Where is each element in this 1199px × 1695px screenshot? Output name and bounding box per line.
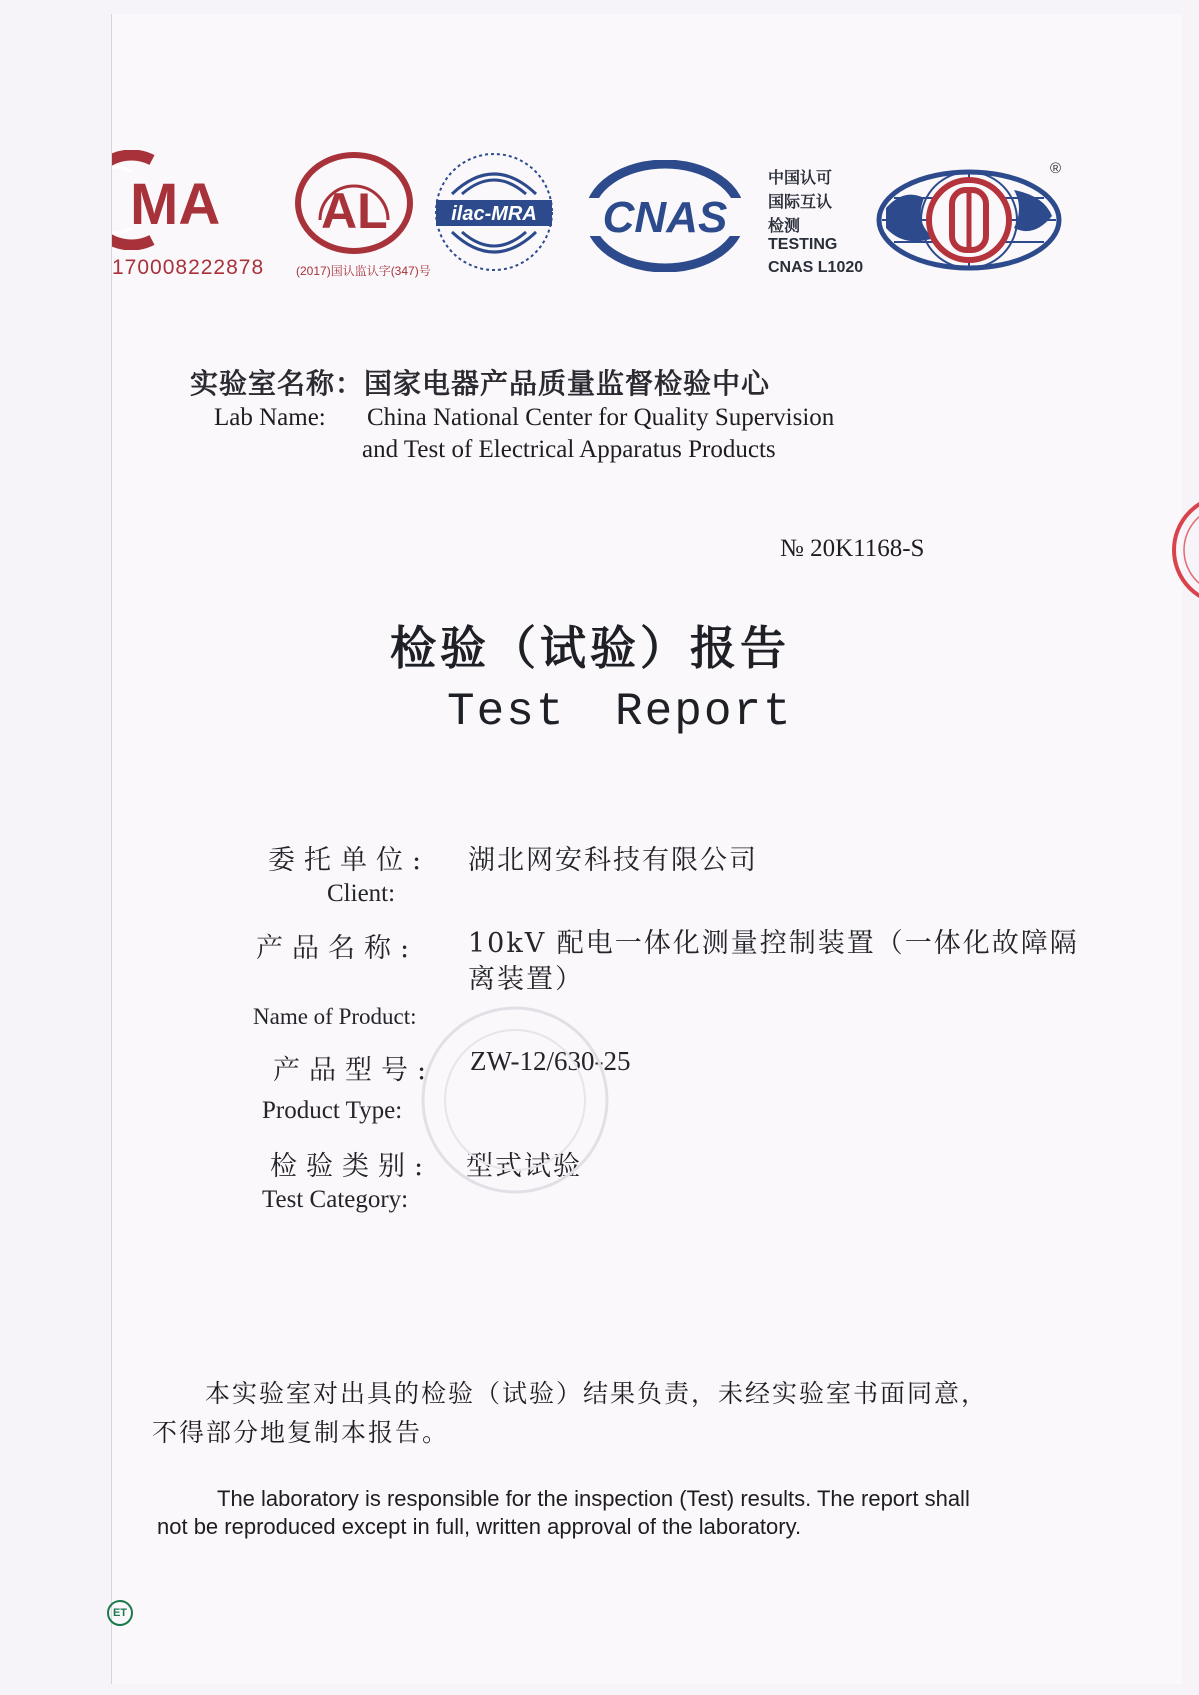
disclaimer-en-line2: not be reproduced except in full, written approval of the laboratory. — [157, 1514, 802, 1539]
cal-logo — [293, 150, 415, 262]
lab-name-en-line2: and Test of Electrical Apparatus Products — [362, 436, 776, 463]
embossed-seal — [415, 1000, 615, 1200]
report-title-cn: 检验（试验）报告 — [390, 621, 790, 675]
client-label-en: Client: — [327, 880, 396, 907]
lab-name-en-line1: China National Center for Quality Supervision — [367, 404, 835, 431]
lab-name-label: Lab Name: — [214, 404, 326, 431]
red-edge-stamp — [1168, 490, 1199, 610]
client-value: 湖北网安科技有限公司 — [468, 845, 758, 876]
cnas-side-line-4: TESTING — [768, 236, 838, 253]
cal-number: (2017)国认监认字(347)号 — [296, 264, 431, 278]
product-type-label-en: Product Type: — [262, 1097, 403, 1124]
product-type-value: ZW-12/630-25 — [470, 1046, 631, 1076]
cnas-logo — [580, 160, 750, 272]
cma-logo — [112, 150, 262, 250]
globe-seal-logo — [874, 168, 1064, 272]
svg-text:AL: AL — [321, 183, 388, 239]
registered-mark: ® — [1050, 160, 1062, 177]
disclaimer-en-line1: The laboratory is responsible for the inspection (Test) results. The report shall — [217, 1486, 970, 1511]
product-name-label-en: Name of Product: — [253, 1004, 417, 1029]
lab-name-cn: 实验室名称：国家电器产品质量监督检验中心 — [190, 367, 771, 400]
test-category-value: 型式试验 — [466, 1151, 582, 1182]
cnas-side-line-2: 国际互认 — [768, 194, 833, 211]
client-label: 委托单位: — [268, 845, 431, 876]
report-title-en: Test Report — [447, 686, 793, 738]
ilac-mra-logo — [432, 150, 556, 274]
disclaimer-cn-line2: 不得部分地复制本报告。 — [152, 1418, 450, 1447]
report-number: № 20K1168-S — [780, 535, 925, 562]
cnas-side-line-5: CNAS L1020 — [768, 259, 864, 276]
product-type-label: 产品型号: — [273, 1055, 436, 1086]
product-name-value: 10kV 配电一体化测量控制装置（一体化故障隔离装置） — [468, 928, 1079, 995]
svg-text:ilac-MRA: ilac-MRA — [451, 203, 537, 225]
disclaimer-cn-line1: 本实验室对出具的检验（试验）结果负责，未经实验室书面同意， — [205, 1379, 989, 1408]
svg-text:MA: MA — [130, 172, 221, 237]
cnas-side-line-3: 检测 — [768, 218, 801, 235]
et-mark-icon: ET — [107, 1600, 133, 1626]
test-category-label: 检验类别: — [270, 1151, 433, 1182]
svg-text:CNAS: CNAS — [602, 193, 728, 242]
product-name-label: 产品名称: — [256, 933, 419, 964]
cnas-side-line-1: 中国认可 — [768, 170, 833, 187]
test-category-label-en: Test Category: — [262, 1186, 409, 1213]
cma-number: 170008222878 — [112, 256, 265, 279]
